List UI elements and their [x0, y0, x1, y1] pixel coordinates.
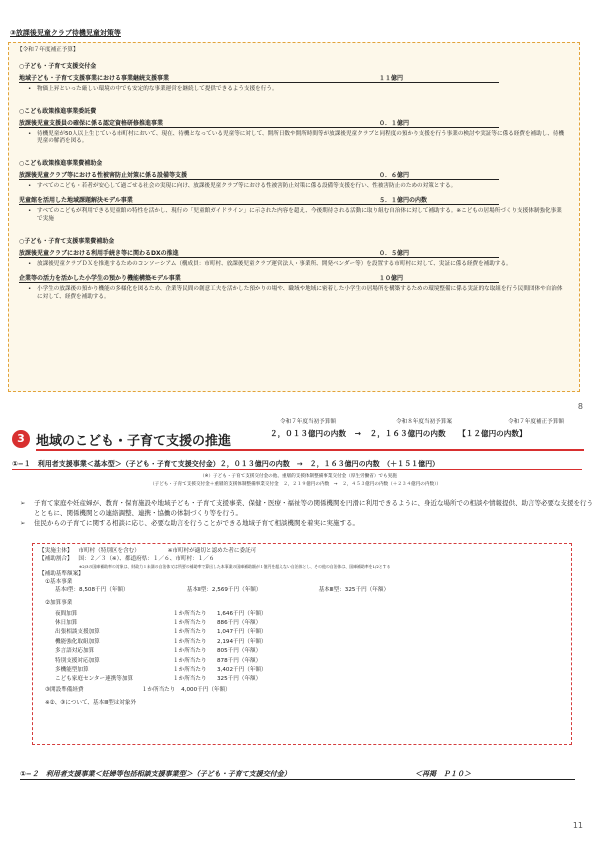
- budget-item-bullet: • 物価上昇といった厳しい環境の中でも安定的な事業運営を継続して提供できるよう支援を行う。: [19, 86, 567, 94]
- detail-foot-note: ※②、③について、基本Ⅲ型は対象外: [45, 700, 137, 706]
- section-number-badge: 3: [12, 430, 30, 448]
- group-title: ○こども政策推進事業委託費: [19, 107, 97, 115]
- page-number-top: 8: [577, 402, 583, 411]
- budget-item-bullet: • すべてのこども・若者が安心して過ごせる社会の実現に向け、放課後児童クラブ等における性被害防止対策に係る設備等支援を行い、性被害防止のための対策とする。: [19, 183, 567, 191]
- addon-row: [55, 627, 297, 636]
- entity-row: 【実施主体】 市町村（特別区を含む） ※市町村が適切と認めた者に委託可: [39, 548, 257, 554]
- budget-item-row: [19, 273, 499, 283]
- addon-row: [55, 655, 297, 664]
- addon-value: 3,402千円（年額）: [217, 667, 267, 674]
- budget-col1-label: 令和７年度当初予算額: [280, 419, 336, 425]
- addon-table: [55, 608, 297, 683]
- budget-item-name: 企業等の活力を活かした小学生の預かり機能構築モデル事業: [19, 275, 181, 283]
- addon-row: [55, 646, 297, 655]
- group-title: ○こども政策推進事業費補助金: [19, 159, 103, 167]
- ratio-note: ※2/3の国庫補助率の対象は、財政力１未満の自治体又は所要の補助率で算出した本事業の国庫補助額が１億円を超えない自治体とし、その他の自治体は、国庫補助率を1/2とする: [79, 564, 391, 569]
- budget-item-amount: １０億円: [379, 275, 404, 283]
- budget-item-row: [19, 248, 499, 258]
- addon-name: 多言語対応加算: [55, 648, 95, 655]
- addon-name: 夜間加算: [55, 610, 78, 617]
- budget-item-name: 地域子ども・子育て支援事業における事業継続支援事業: [19, 75, 170, 82]
- addon-unit: １か所当たり: [173, 676, 207, 683]
- budget-item-bullet: • すべてのこどもが利用できる児童館の特性を活かし、現行の「児童館ガイドライン」に示された内容を超え、今後期待される活動に取り組む自治体に対して補助する。※こどもの居場所づくり支援体制強化事業で実施: [19, 208, 567, 223]
- group-title: ○子ども・子育て支援交付金: [19, 63, 97, 70]
- budget-item-bullet: • 小学生の放課後の預かり機能の多様化を図るため、企業等民間の創意工夫を活かした預かりの場や、職域や地域に密着した小学生の居場所を構築するための環境整備に係る実証的な取組を行う民間団体や自治体に対して、経費を補助する。: [19, 286, 567, 301]
- budget-col3-value: 【１２億円の内数】: [458, 429, 527, 438]
- budget-item-name: 児童館を活用した地域課題解決モデル事業: [19, 197, 133, 205]
- arrow-icon: ➢: [20, 499, 26, 507]
- addon-name: 機能強化取組加算: [55, 638, 100, 645]
- group-title: ○子ども・子育て支援事業費補助金: [19, 237, 115, 245]
- addon-value: 2,194千円（年額）: [217, 638, 267, 645]
- section-divider: [36, 449, 584, 451]
- budget-item-row: [19, 170, 499, 180]
- budget-col3-label: 令和７年度補正予算額: [508, 419, 564, 425]
- prep-row: ③開設準備経費 １か所当たり 4,000千円（年額）: [45, 687, 231, 693]
- next-subsection-ref: ＜再掲 Ｐ１０＞: [415, 770, 471, 778]
- budget-item-amount: ０．５億円: [379, 249, 410, 257]
- budget-box: [8, 42, 580, 392]
- budget-item-name: 放課後児童クラブ等における性被害防止対策に係る設備等支援: [19, 171, 188, 179]
- addon-value: 1,047千円（年額）: [217, 629, 267, 636]
- addon-row: [55, 608, 297, 617]
- budget-item-amount: ０．６億円: [379, 171, 410, 179]
- budget-item-amount: １１億円: [379, 75, 404, 82]
- detail-box: [32, 543, 572, 745]
- subsection-note-1: （※）子ども・子育て支援交付金の他、重層的支援体制整備事業交付金（厚生労働省）でも実施: [200, 474, 397, 479]
- amount-label: 【補助基準額案】: [39, 571, 84, 577]
- subsection-heading: ①−１ 利用者支援事業＜基本型＞（子ども・子育て支援交付金）２，０１３億円の内数 → ２，１６３億円の内数 （＋１５１億円）: [12, 459, 582, 470]
- box-body: [19, 61, 567, 313]
- addon-name: 多機能型加算: [55, 667, 89, 674]
- addon-unit: １か所当たり: [173, 648, 207, 655]
- body-bullets: [20, 499, 594, 529]
- section-title: 地域のこども・子育て支援の推進: [36, 434, 232, 449]
- next-subsection-heading: ①−２ 利用者支援事業＜妊婦等包括相談支援事業型＞（子ども・子育て支援交付金） ＜再掲 Ｐ１０＞: [20, 769, 575, 780]
- addon-name: 出張相談支援加算: [55, 629, 100, 636]
- budget-item-row: [19, 118, 499, 128]
- budget-col2-value: ２，１６３億円の内数: [369, 429, 446, 438]
- basic-title: ①基本事業: [45, 579, 73, 585]
- addon-unit: １か所当たり: [173, 657, 207, 664]
- addon-row: [55, 664, 297, 673]
- budget-item-name: 放課後児童支援員の確保に係る認定資格研修推進事業: [19, 119, 164, 127]
- box-label: 【令和７年度補正予算】: [17, 47, 79, 53]
- budget-arrow: →: [354, 429, 361, 438]
- budget-group: [19, 61, 567, 94]
- ratio-row: 【補助割合】 国：２／３（※）、都道府県：１／６、市町村：１／６: [39, 556, 215, 562]
- body-bullet: ➢ 子育て家庭や妊産婦が、教育・保育施設や地域子ども・子育て支援事業、保健・医療・福祉等の関係機関を円滑に利用できるように、身近な場所での相談や情報提供、助言等必要な支援を行うとともに、関係機関との連絡調整、連携・協働の体制づくり等を行う。: [20, 499, 593, 517]
- budget-item-amount: ０．１億円: [379, 119, 410, 127]
- subsection-note-2: （子ども・子育て支援交付金＋重層的支援体制整備事業交付金 ２，２１９億円の内数 → ２，４５３億円の内数（＋２３４億円の内数））: [150, 482, 441, 487]
- addon-value: 1,646千円（年額）: [217, 610, 267, 617]
- budget-col2-label: 令和８年度当初予算案: [396, 419, 452, 425]
- addon-unit: １か所当たり: [173, 620, 207, 627]
- basic-row: 基本Ⅰ型：8,508千円（年額） 基本Ⅱ型：2,569千円（年額） 基本Ⅲ型：325千円（年額）: [55, 587, 390, 593]
- budget-group: [19, 106, 567, 146]
- budget-item-bullet: • 待機児童が50人以上生じている市町村において、現在、待機となっている児童等に対して、開所日数や開所時間等が放課後児童クラブと同程度の預かり支援を行う事業の検討や実証等に係る経費を補助し、待機児童の解消を図る。: [19, 131, 567, 146]
- budget-item-bullet: • 放課後児童クラブＤＸを推進するためのコンソーシアム（構成員：市町村、放課後児童クラブ運営法人・事業所、開発ベンダー等）を設置する市町村に対して、実証に係る経費を補助する。: [19, 261, 567, 269]
- budget-item-name: 放課後児童クラブにおける利用手続き等に関わるDXの推進: [19, 249, 179, 257]
- addon-name: 休日加算: [55, 620, 78, 627]
- budget-item-amount: ５．１億円の内数: [379, 197, 428, 205]
- addon-value: 878千円（年額）: [217, 657, 262, 664]
- page-number-bottom: 11: [572, 821, 583, 830]
- addon-value: 886千円（年額）: [217, 620, 262, 627]
- addon-name: 特別支援対応加算: [55, 657, 100, 664]
- addon-unit: １か所当たり: [173, 638, 207, 645]
- top-heading: ③放課後児童クラブ待機児童対策等: [10, 29, 121, 37]
- budget-item-row: [19, 195, 499, 205]
- budget-item-row: [19, 73, 499, 83]
- addon-unit: １か所当たり: [173, 667, 207, 674]
- budget-col1-value: ２，０１３億円の内数: [270, 429, 346, 438]
- addon-title: ②加算事業: [45, 600, 73, 606]
- addon-row: [55, 636, 297, 645]
- body-bullet: ➢ 住民からの子育てに関する相談に応じ、必要な助言を行うことができる地域子育て相談機関を着実に実施する。: [20, 519, 359, 528]
- addon-row: [55, 674, 297, 683]
- arrow-icon: ➢: [20, 519, 26, 528]
- addon-unit: １か所当たり: [173, 610, 207, 617]
- addon-row: [55, 617, 297, 626]
- addon-value: 325千円（年額）: [217, 676, 262, 683]
- addon-name: こども家庭センター連携等加算: [55, 676, 134, 683]
- budget-values: [270, 428, 527, 439]
- budget-group: [19, 158, 567, 224]
- budget-group: [19, 236, 567, 302]
- addon-value: 805千円（年額）: [217, 648, 262, 655]
- addon-unit: １か所当たり: [173, 629, 207, 636]
